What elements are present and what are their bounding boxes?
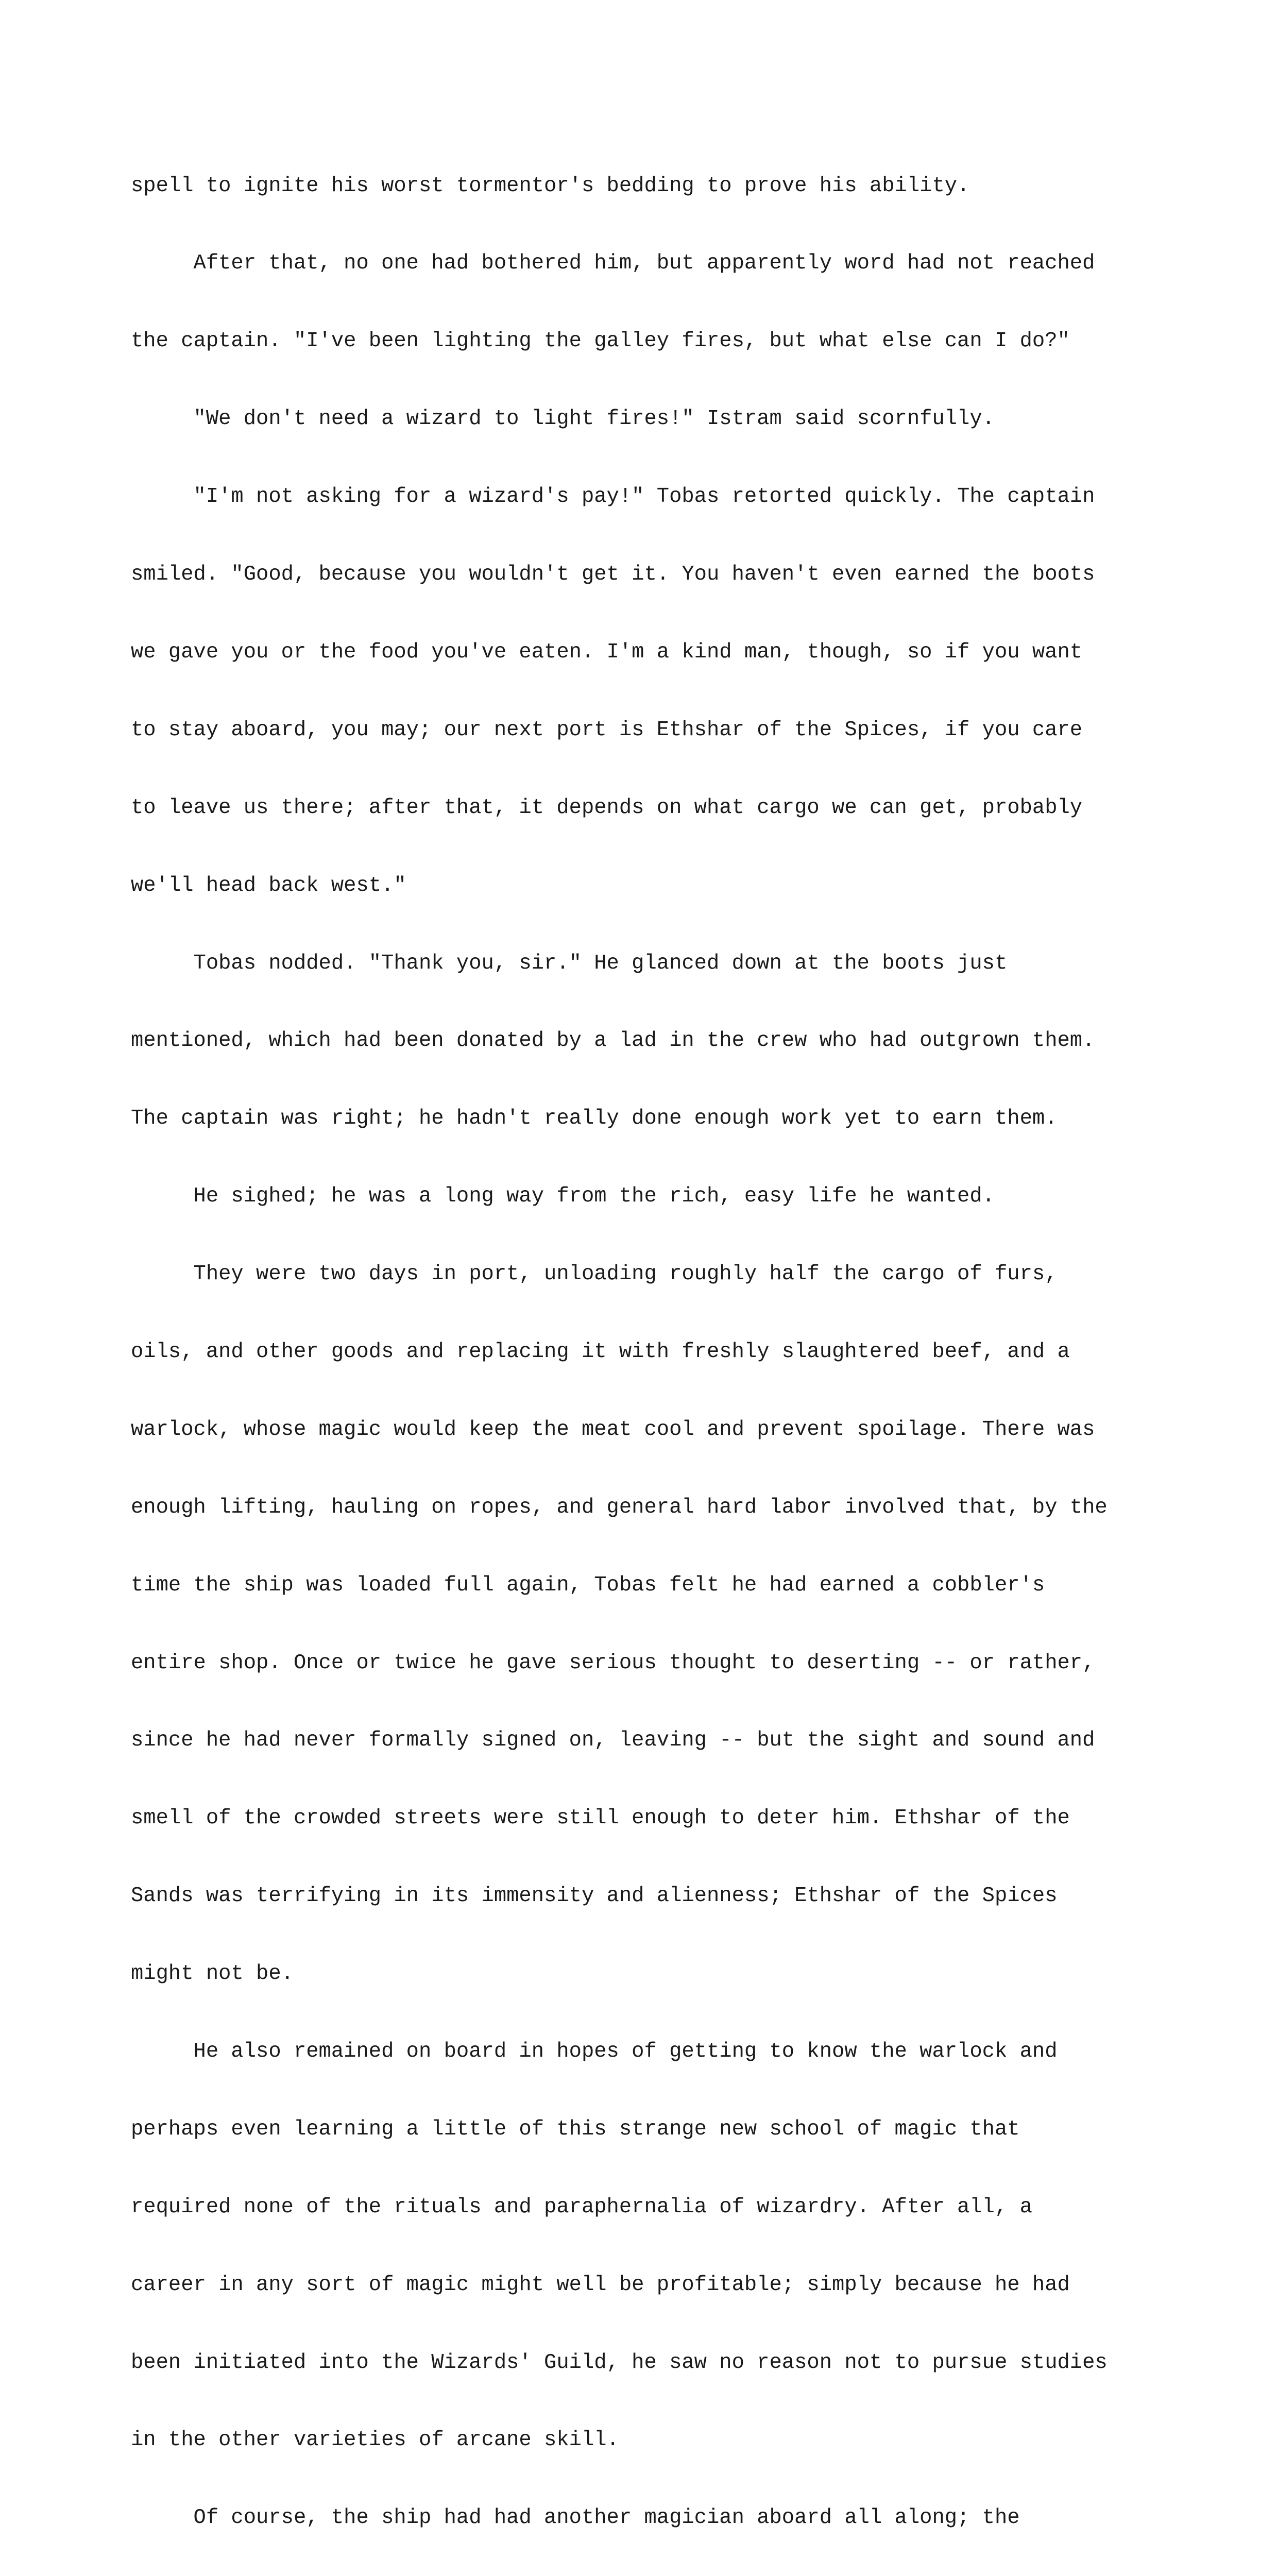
text-line: He also remained on board in hopes of getting to know the warlock and xyxy=(131,2039,1058,2063)
text-line: oils, and other goods and replacing it with freshly slaughtered beef, and a xyxy=(131,1340,1070,1364)
text-line: Sands was terrifying in its immensity and alienness; Ethshar of the Spices xyxy=(131,1884,1058,1908)
text-line: might not be. xyxy=(131,1962,294,1986)
text-line: to leave us there; after that, it depends on what cargo we can get, probably xyxy=(131,795,1083,820)
body-text xyxy=(131,121,1213,2576)
text-line: "I'm not asking for a wizard's pay!" Tobas retorted quickly. The captain xyxy=(131,485,1095,509)
text-line: enough lifting, hauling on ropes, and general hard labor involved that, by the xyxy=(131,1495,1108,1519)
text-line: in the other varieties of arcane skill. xyxy=(131,2428,619,2452)
text-line: After that, no one had bothered him, but apparently word had not reached xyxy=(131,251,1095,276)
text-line: since he had never formally signed on, leaving -- but the sight and sound and xyxy=(131,1728,1095,1753)
text-line: to stay aboard, you may; our next port is Ethshar of the Spices, if you care xyxy=(131,718,1083,742)
text-line: we'll head back west." xyxy=(131,873,406,897)
text-line: Of course, the ship had had another magician aboard all along; the xyxy=(131,2506,1020,2530)
text-line: time the ship was loaded full again, Tobas felt he had earned a cobbler's xyxy=(131,1573,1045,1597)
text-line: been initiated into the Wizards' Guild, he saw no reason not to pursue studies xyxy=(131,2350,1108,2375)
text-line: Tobas nodded. "Thank you, sir." He glanced down at the boots just xyxy=(131,951,1008,975)
text-line: we gave you or the food you've eaten. I'm a kind man, though, so if you want xyxy=(131,640,1083,664)
text-line: spell to ignite his worst tormentor's bedding to prove his ability. xyxy=(131,174,970,198)
text-line: mentioned, which had been donated by a lad in the crew who had outgrown them. xyxy=(131,1029,1095,1053)
text-line: They were two days in port, unloading roughly half the cargo of furs, xyxy=(131,1262,1058,1286)
text-line: smell of the crowded streets were still enough to deter him. Ethshar of the xyxy=(131,1806,1070,1831)
text-line: required none of the rituals and paraphernalia of wizardry. After all, a xyxy=(131,2195,1032,2219)
text-line: smiled. "Good, because you wouldn't get it. You haven't even earned the boots xyxy=(131,563,1095,587)
text-line: entire shop. Once or twice he gave serious thought to deserting -- or rather, xyxy=(131,1651,1095,1675)
text-line: warlock, whose magic would keep the meat cool and prevent spoilage. There was xyxy=(131,1417,1095,1442)
text-line: the captain. "I've been lighting the galley fires, but what else can I do?" xyxy=(131,329,1070,353)
text-line: He sighed; he was a long way from the rich, easy life he wanted. xyxy=(131,1184,995,1209)
text-line: The captain was right; he hadn't really done enough work yet to earn them. xyxy=(131,1107,1058,1131)
text-line: "We don't need a wizard to light fires!" Istram said scornfully. xyxy=(131,407,995,431)
text-line: career in any sort of magic might well be profitable; simply because he had xyxy=(131,2273,1070,2297)
text-line: perhaps even learning a little of this strange new school of magic that xyxy=(131,2117,1020,2141)
